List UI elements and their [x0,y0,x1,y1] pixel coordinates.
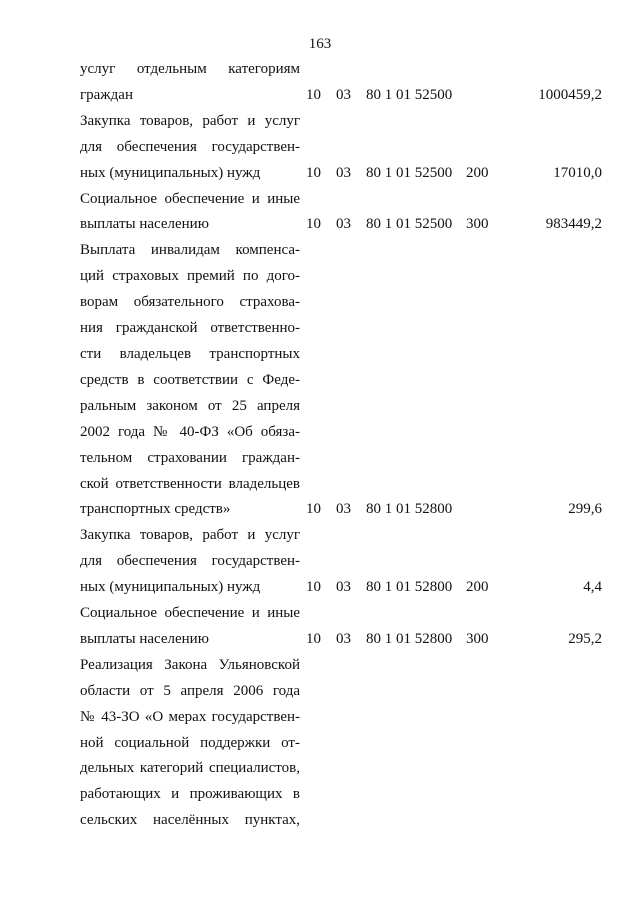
description-line: Закупка товаров, работ и услуг [80,527,300,544]
subsection-code: 03 [336,164,351,181]
row-codes [0,212,640,238]
subsection-code: 03 [336,501,351,518]
row-description [80,238,300,523]
row-codes [0,575,640,601]
description-line: 2002 года № 40-ФЗ «Об обяза- [80,423,300,440]
subsection-code: 03 [336,216,351,233]
table-row [0,57,640,109]
description-line: ской ответственности владельцев [80,475,300,492]
section-code: 10 [306,216,321,233]
description-line: Реализация Закона Ульяновской [80,656,300,673]
description-line: ной социальной поддержки от- [80,734,300,751]
table-row [0,109,640,187]
amount: 983449,2 [545,216,602,233]
row-codes [0,627,640,653]
description-line: ральным законом от 25 апреля [80,397,300,414]
target-item-code: 80 1 01 52500 [366,86,453,103]
expense-type-code: 200 [466,164,489,181]
description-line: для обеспечения государствен- [80,138,300,155]
description-line: средств в соответствии с Феде- [80,371,300,388]
description-line: Выплата инвалидам компенса- [80,242,300,259]
description-line: для обеспечения государствен- [80,553,300,570]
table-row [0,523,640,601]
amount: 295,2 [568,630,602,647]
subsection-code: 03 [336,579,351,596]
amount: 4,4 [583,579,602,596]
table-row [0,238,640,523]
description-line: дельных категорий специалистов, [80,760,300,777]
description-line: сти владельцев транспортных [80,345,300,362]
description-line: Социальное обеспечение и иные [80,190,300,207]
row-codes [0,83,640,109]
description-line: ных (муниципальных) нужд [80,164,261,181]
description-line: работающих и проживающих в [80,786,300,803]
amount: 17010,0 [553,164,602,181]
section-code: 10 [306,86,321,103]
table-row [0,653,640,834]
description-line: выплаты населению [80,630,209,647]
description-line: услуг отдельным категориям [80,61,300,77]
description-line: ных (муниципальных) нужд [80,579,261,596]
subsection-code: 03 [336,630,351,647]
description-line: транспортных средств» [80,501,231,518]
description-line: Социальное обеспечение и иные [80,605,300,622]
target-item-code: 80 1 01 52800 [366,630,453,647]
description-line: сельских населённых пунктах, [80,812,300,829]
row-codes [0,497,640,523]
description-line: ворам обязательного страхова- [80,294,300,311]
description-line: № 43-ЗО «О мерах государствен- [80,708,300,725]
section-code: 10 [306,501,321,518]
description-line: ций страховых премий по дого- [80,268,300,285]
description-line: Закупка товаров, работ и услуг [80,112,300,129]
row-description [80,653,300,834]
description-line: тельном страховании граждан- [80,449,300,466]
expense-type-code: 300 [466,630,489,647]
table-row [0,601,640,653]
target-item-code: 80 1 01 52500 [366,164,453,181]
description-line: граждан [80,86,133,103]
target-item-code: 80 1 01 52800 [366,501,453,518]
row-codes [0,161,640,187]
expense-type-code: 300 [466,216,489,233]
table-row [0,187,640,239]
description-line: выплаты населению [80,216,209,233]
section-code: 10 [306,630,321,647]
description-line: ния гражданской ответственно- [80,320,300,337]
description-line: области от 5 апреля 2006 года [80,682,300,699]
budget-table [0,57,640,834]
page-number: 163 [308,36,332,52]
section-code: 10 [306,164,321,181]
expense-type-code: 200 [466,579,489,596]
target-item-code: 80 1 01 52500 [366,216,453,233]
row-codes [0,808,640,834]
amount: 1000459,2 [538,86,602,103]
section-code: 10 [306,579,321,596]
target-item-code: 80 1 01 52800 [366,579,453,596]
amount: 299,6 [568,501,602,518]
subsection-code: 03 [336,86,351,103]
